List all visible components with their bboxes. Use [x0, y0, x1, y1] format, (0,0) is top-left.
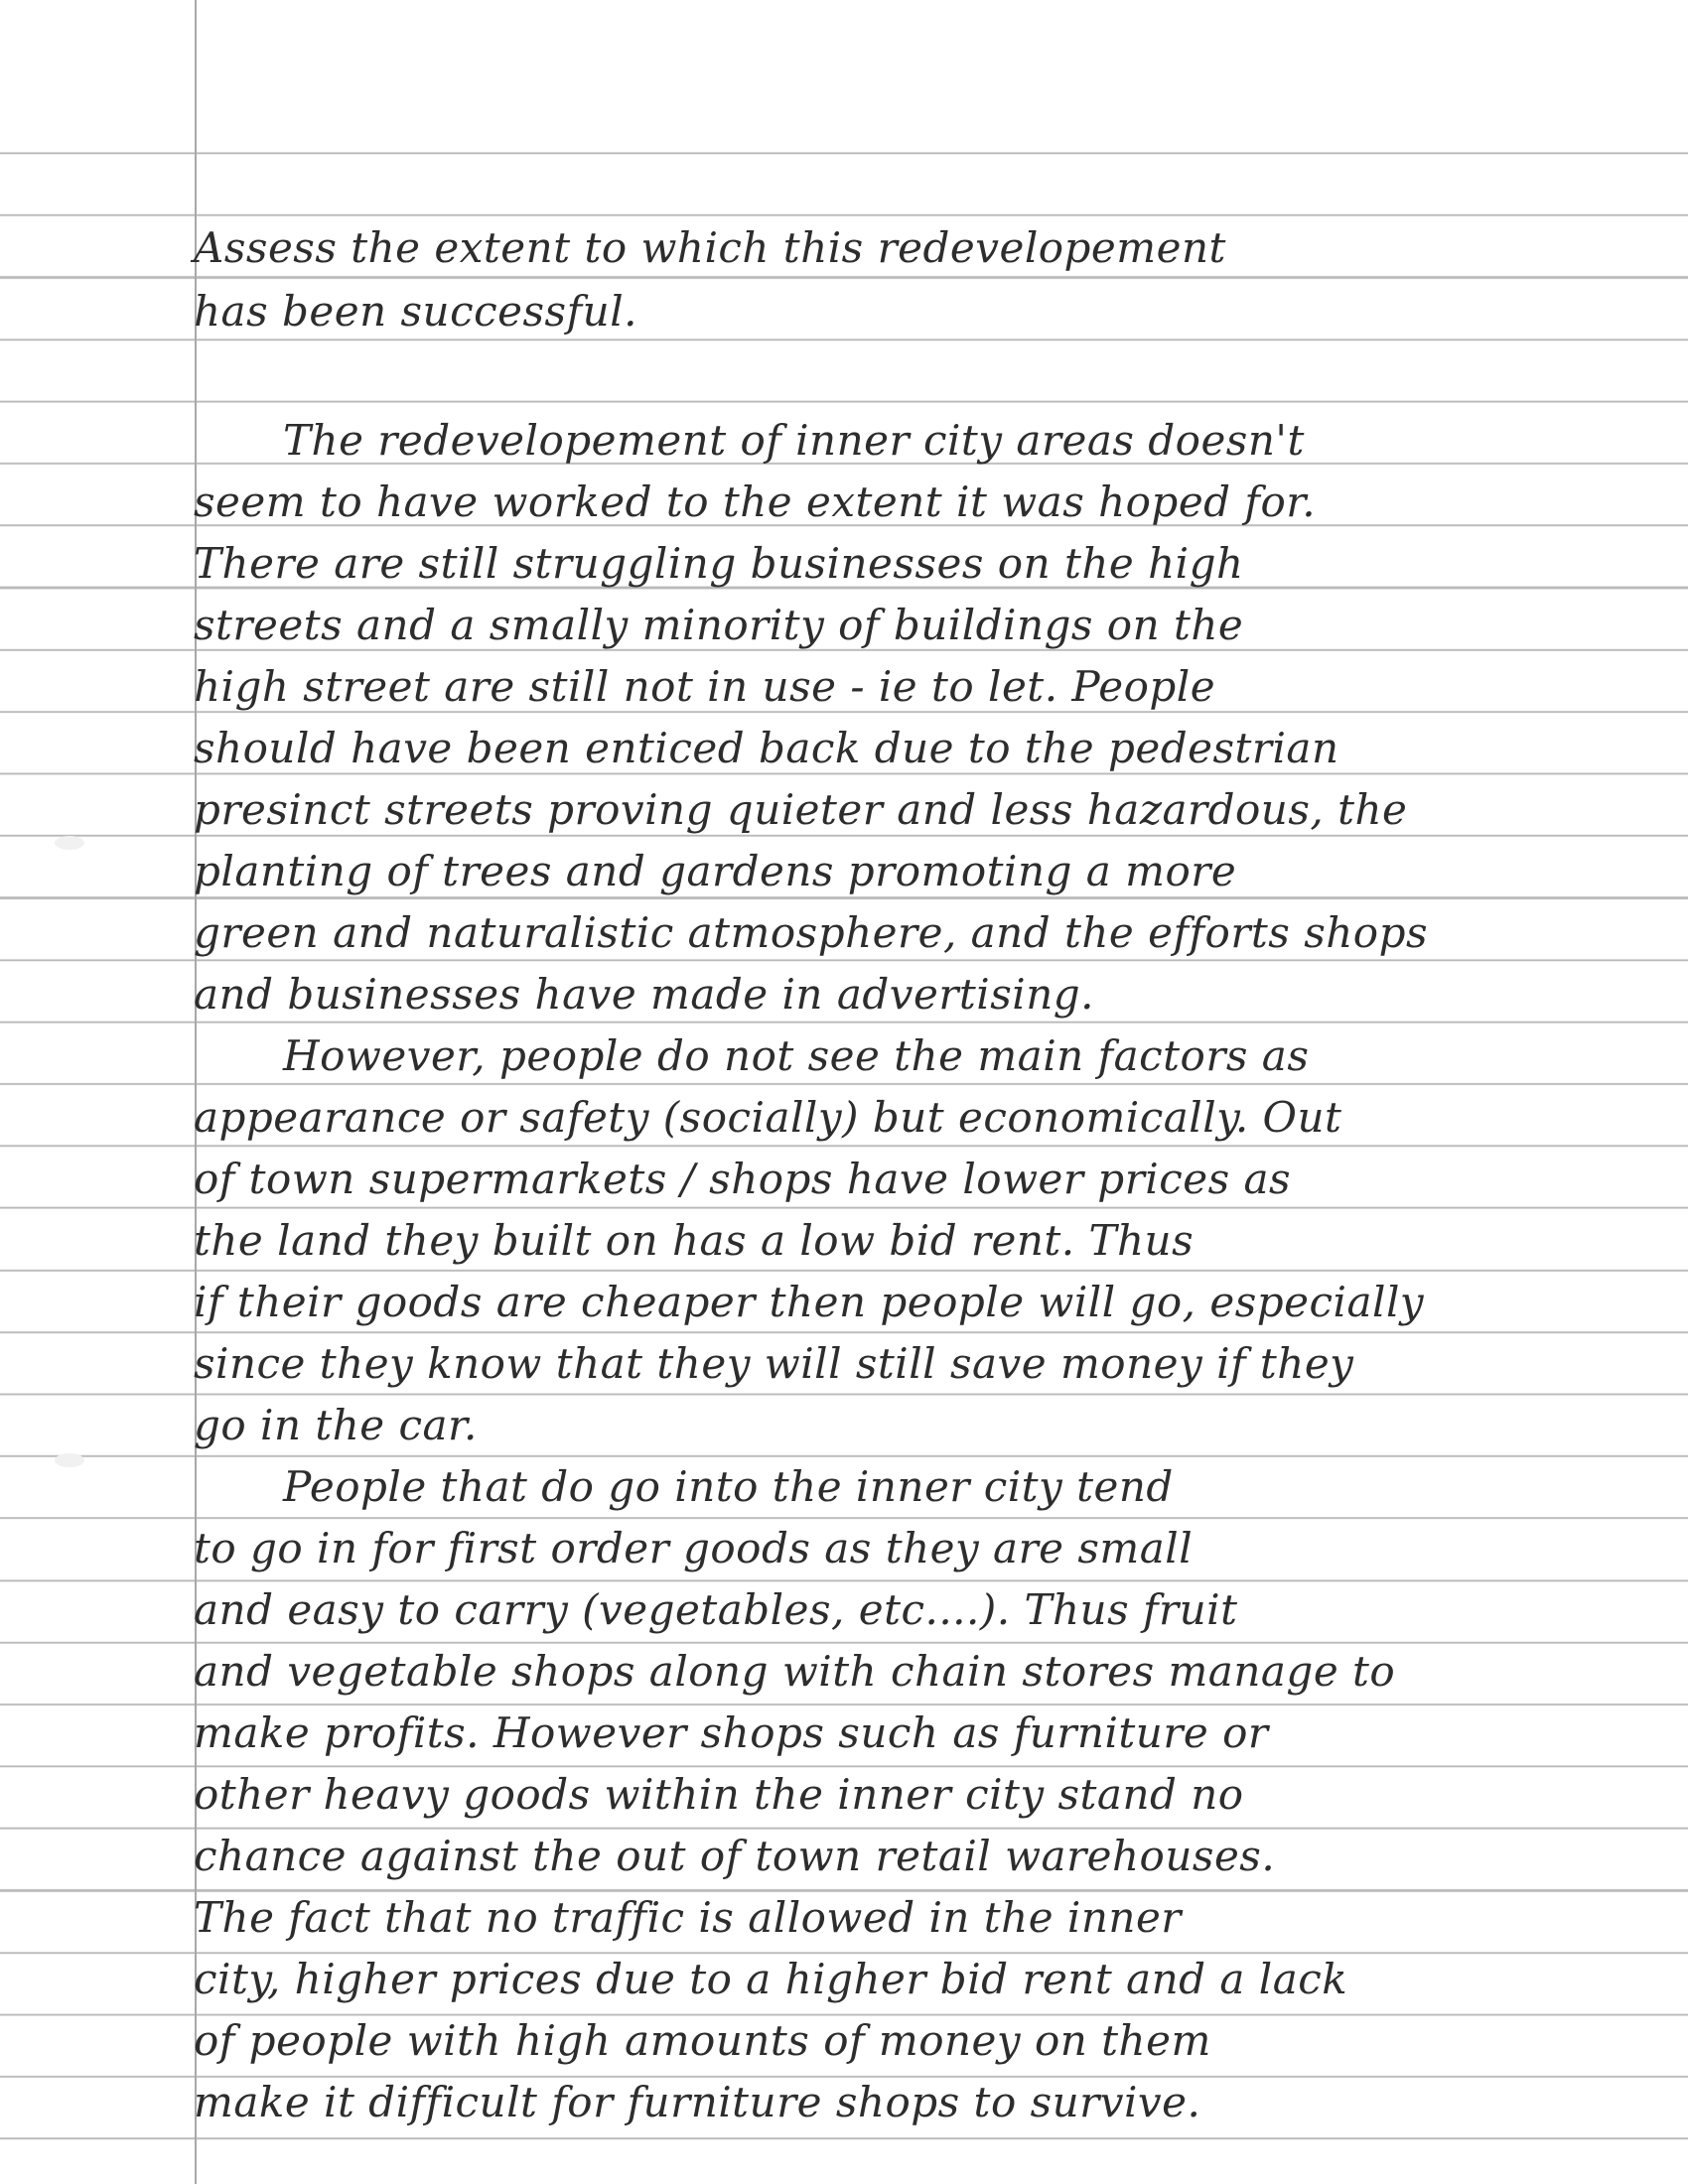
essay-line: of town supermarkets / shops have lower prices as	[194, 1155, 1292, 1203]
essay-line: to go in for first order goods as they are small	[194, 1524, 1194, 1572]
essay-line: make profits. However shops such as furniture or	[194, 1708, 1269, 1757]
essay-line: go in the car.	[194, 1401, 478, 1449]
essay-line: the land they built on has a low bid rent. Thus	[194, 1216, 1195, 1265]
essay-line: should have been enticed back due to the pedestrian	[194, 724, 1339, 772]
essay-line: if their goods are cheaper then people will go, especially	[194, 1278, 1425, 1326]
essay-line: make it difficult for furniture shops to survive.	[194, 2078, 1201, 2126]
essay-line: city, higher prices due to a higher bid rent and a lack	[194, 1955, 1348, 2003]
question-line: Assess the extent to which this redevelopement	[194, 223, 1226, 272]
punch-hole-mark	[55, 836, 84, 850]
punch-hole-mark	[55, 1453, 84, 1467]
essay-line: streets and a smally minority of buildings on the	[194, 601, 1244, 649]
essay-line: of people with high amounts of money on them	[194, 2016, 1211, 2065]
essay-line: planting of trees and gardens promoting a more	[194, 847, 1237, 895]
essay-line: high street are still not in use - ie to let. People	[194, 662, 1216, 711]
essay-line: presinct streets proving quieter and less hazardous, the	[194, 785, 1408, 834]
essay-line: People that do go into the inner city tend	[283, 1462, 1174, 1511]
essay-line: and easy to carry (vegetables, etc....). Thus fruit	[194, 1585, 1238, 1634]
essay-line: green and naturalistic atmosphere, and the efforts shops	[194, 908, 1429, 957]
essay-line: and businesses have made in advertising.	[194, 970, 1095, 1019]
essay-line: chance against the out of town retail warehouses.	[194, 1832, 1276, 1880]
essay-line: However, people do not see the main factors as	[283, 1031, 1310, 1080]
question-line: has been successful.	[194, 287, 637, 336]
essay-line: There are still struggling businesses on the high	[194, 539, 1244, 588]
essay-line: appearance or safety (socially) but economically. Out	[194, 1093, 1342, 1142]
essay-line: The fact that no traffic is allowed in the inner	[194, 1893, 1182, 1942]
essay-line: other heavy goods within the inner city stand no	[194, 1770, 1244, 1819]
essay-line: since they know that they will still save money if they	[194, 1339, 1354, 1388]
essay-line: seem to have worked to the extent it was hoped for.	[194, 478, 1317, 526]
essay-line: The redevelopement of inner city areas doesn't	[283, 416, 1305, 465]
essay-line: and vegetable shops along with chain stores manage to	[194, 1647, 1396, 1696]
